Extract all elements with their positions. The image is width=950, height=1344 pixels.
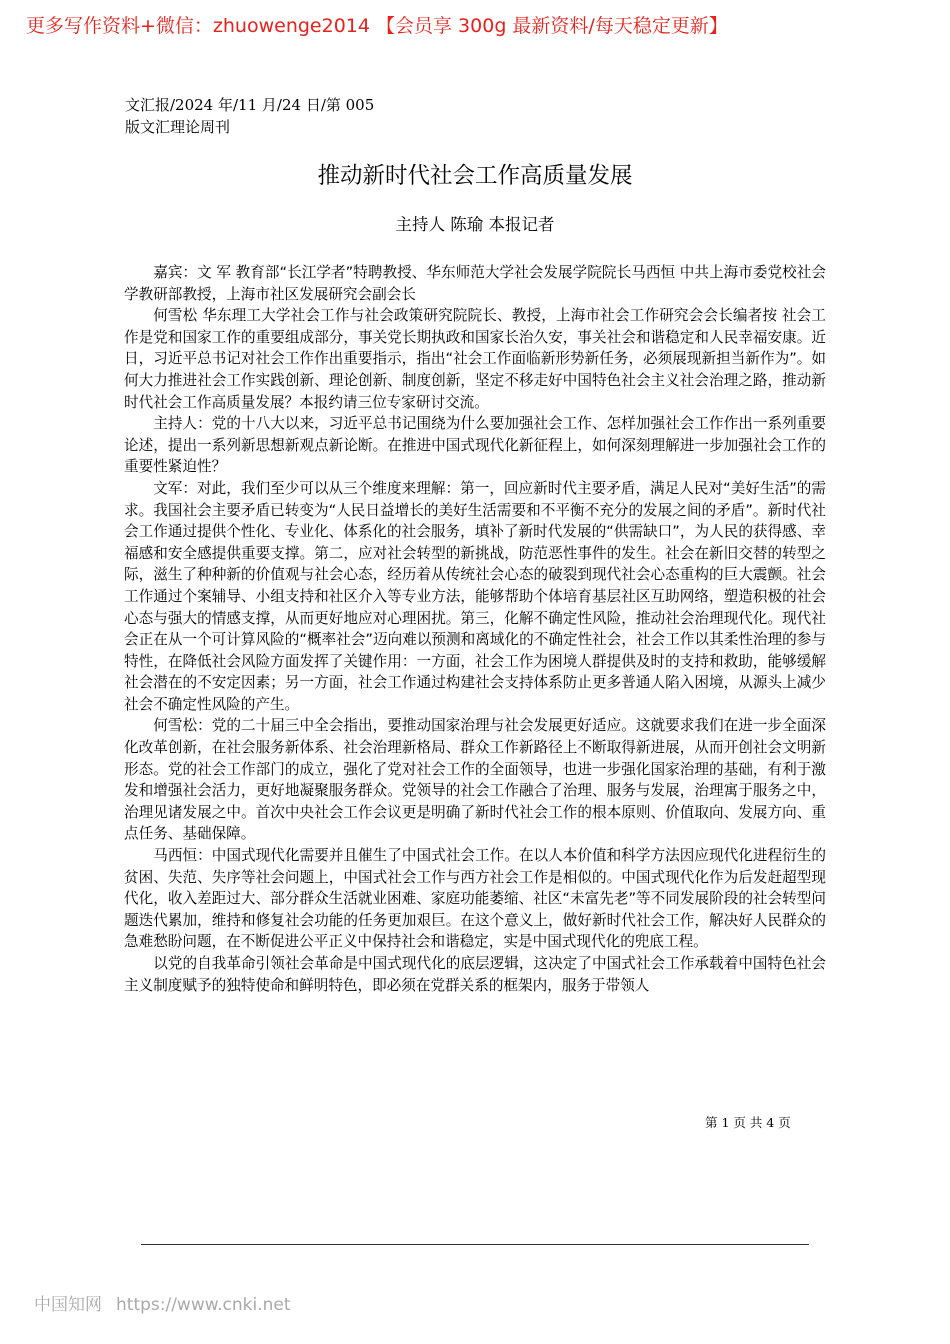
source-line-2: 版文汇理论周刊 <box>125 118 231 136</box>
page-number: 第 1 页 共 4 页 <box>705 1115 791 1130</box>
article-body <box>124 262 826 996</box>
watermark-name: 中国知网 <box>34 1295 102 1315</box>
cnki-watermark <box>34 1293 354 1317</box>
paragraph-wen-jun: 文军：对此，我们至少可以从三个维度来理解：第一，回应新时代主要矛盾，满足人民对“美好生活”的需求。我国社会主要矛盾已转变为“人民日益增长的美好生活需要和不平衡不充分的发展之间的矛盾”。新时代社会工作通过提供个性化、专业化、体系化的社会服务，填补了新时代发展的“供需缺口”，为人民的获得感、幸福感和安全感提供重要支撑。第二，应对社会转型的新挑战，防范恶性事件的发生。社会在新旧交替的转型之际，滋生了种种新的价值观与社会心态，经历着从传统社会心态的破裂到现代社会心态重构的巨大震颤。社会工作通过个案辅导、小组支持和社区介入等专业方法，能够帮助个体培育基层社区互助网络，塑造积极的社会心态与强大的情感支撑，从而更好地应对心理困扰。第三，化解不确定性风险，推动社会治理现代化。现代社会正在从一个可计算风险的“概率社会”迈向难以预测和离域化的不确定性社会，社会工作以其柔性治理的参与特性，在降低社会风险方面发挥了关键作用：一方面，社会工作为困境人群提供及时的支持和救助，能够缓解社会潜在的不安定因素；另一方面，社会工作通过构建社会支持体系防止更多普通人陷入困境，从源头上减少社会不确定性风险的产生。 <box>124 479 826 713</box>
paragraph-closing: 以党的自我革命引领社会革命是中国式现代化的底层逻辑，这决定了中国式社会工作承载着中国特色社会主义制度赋予的独特使命和鲜明特色，即必须在党群关系的框架内，服务于带领人 <box>124 955 826 994</box>
article-byline: 主持人 陈瑜 本报记者 <box>395 215 555 234</box>
paragraph-ma-xiheng: 马西恒：中国式现代化需要并且催生了中国式社会工作。在以人本价值和科学方法因应现代化进程衍生的贫困、失范、失序等社会问题上，中国式社会工作与西方社会工作是相似的。中国式现代化作为后发赶超型现代化，收入差距过大、部分群众生活就业困难、家庭功能萎缩、社区“未富先老”等不同发展阶段的社会转型问题迭代累加，维持和修复社会功能的任务更加艰巨。在这个意义上，做好新时代社会工作，解决好人民群众的急难愁盼问题，在不断促进公平正义中保持社会和谐稳定，实是中国式现代化的兜底工程。 <box>124 847 826 951</box>
paragraph-editor-note: 何雪松 华东理工大学社会工作与社会政策研究院院长、教授，上海市社会工作研究会会长编者按 社会工作是党和国家工作的重要组成部分，事关党长期执政和国家长治久安，事关社会和谐稳定和人民幸福安康。近日，习近平总书记对社会工作作出重要指示，指出“社会工作面临新形势新任务，必须展现新担当新作为”。如何大力推进社会工作实践创新、理论创新、制度创新，坚定不移走好中国特色社会主义社会治理之路，推动新时代社会工作高质量发展？本报约请三位专家研讨交流。 <box>124 307 826 411</box>
paragraph-host-question: 主持人：党的十八大以来，习近平总书记围绕为什么要加强社会工作、怎样加强社会工作作出一系列重要论述，提出一系列新思想新观点新论断。在推进中国式现代化新征程上，如何深刻理解进一步加强社会工作的重要性紧迫性？ <box>124 415 826 476</box>
watermark-url: https://www.cnki.net <box>116 1295 291 1315</box>
source-info <box>125 94 825 138</box>
footer-divider <box>141 1244 809 1245</box>
article-title: 推动新时代社会工作高质量发展 <box>317 163 633 189</box>
paragraph-guests: 嘉宾：文 军 教育部“长江学者”特聘教授、华东师范大学社会发展学院院长马西恒 中共上海市委党校社会学教研部教授，上海市社区发展研究会副会长 <box>124 264 826 303</box>
source-line-1: 文汇报/2024 年/11 月/24 日/第 005 <box>125 96 375 114</box>
paragraph-he-xuesong: 何雪松：党的二十届三中全会指出，要推动国家治理与社会发展更好适应。这就要求我们在进一步全面深化改革创新，在社会服务新体系、社会治理新格局、群众工作新路径上不断取得新进展，从而开创社会文明新形态。党的社会工作部门的成立，强化了党对社会工作的全面领导，也进一步强化国家治理的基础，有利于激发和增强社会活力，更好地凝聚服务群众。党领导的社会工作融合了治理、服务与发展，治理寓于服务之中，治理见诸发展之中。首次中央社会工作会议更是明确了新时代社会工作的根本原则、价值取向、发展方向、重点任务、基础保障。 <box>124 717 826 843</box>
promo-banner[interactable]: 更多写作资料+微信：zhuowenge2014 【会员享 300g 最新资料/每天稳定更新】 <box>26 15 728 37</box>
